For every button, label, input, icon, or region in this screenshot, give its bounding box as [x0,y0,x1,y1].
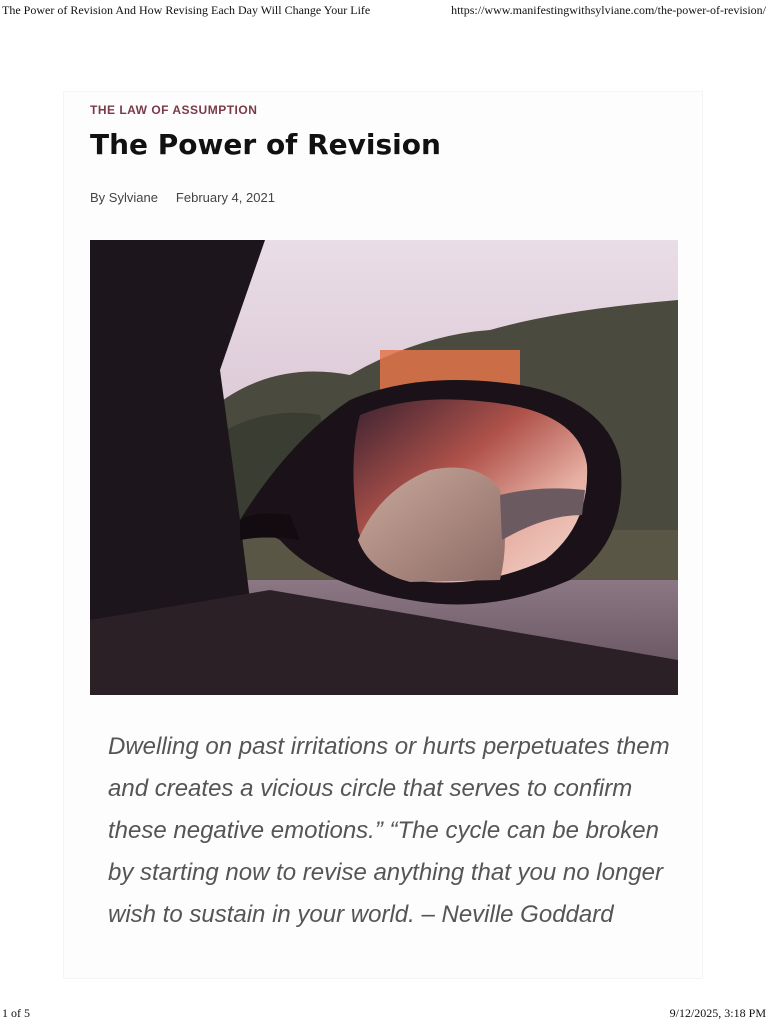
print-header [0,0,768,20]
print-page-title: The Power of Revision And How Revising Each Day Will Change Your Life [2,3,371,17]
hero-image-side-mirror [90,240,678,695]
print-footer [0,1006,768,1024]
article-title: The Power of Revision [90,128,441,161]
article-meta [90,190,275,205]
pull-quote: Dwelling on past irritations or hurts perpetuates them and creates a vicious circle that serves to confirm these negative emotions.” “The cycle can be broken by starting now to revise anything that you no longer wish to sustain in your world. – Neville Goddard [108,733,670,928]
category-link[interactable]: THE LAW OF ASSUMPTION [90,103,258,117]
print-page-url[interactable]: https://www.manifestingwithsylviane.com/the-power-of-revision/ [451,3,766,17]
print-datetime: 9/12/2025, 3:18 PM [669,1006,766,1020]
publish-date: February 4, 2021 [175,190,275,205]
page-number: 1 of 5 [2,1006,30,1020]
author-link[interactable]: By Sylviane [90,190,158,205]
